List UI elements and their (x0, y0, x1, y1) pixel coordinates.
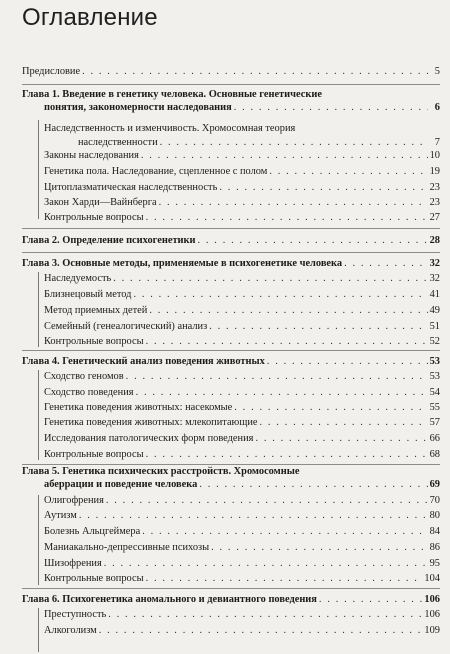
entry-page: 84 (429, 526, 440, 537)
toc-entry-ch1-item-2[interactable] (44, 147, 440, 162)
entry-label: Генетика пола. Наследование, сцепленное с полом (44, 166, 268, 177)
entry-label: Сходство геномов (44, 371, 124, 382)
toc-entry-chapter-1[interactable] (44, 99, 440, 114)
toc-entry-ch1-item-4[interactable] (44, 179, 440, 194)
toc-entry-chapter-6[interactable] (22, 591, 440, 606)
toc-entry-ch6-item-2[interactable] (44, 622, 440, 637)
entry-page: 68 (429, 449, 440, 460)
leader-dots (133, 289, 427, 301)
entry-label: Генетика поведения животных: млекопитающие (44, 417, 258, 428)
leader-dots (255, 433, 427, 445)
toc-entry-ch3-item-2[interactable] (44, 286, 440, 301)
leader-dots (159, 197, 428, 209)
divider (22, 84, 440, 85)
entry-label: Контрольные вопросы (44, 336, 144, 347)
entry-label: Генетика поведения животных: насекомые (44, 402, 233, 413)
toc-entry-chapter-2[interactable] (22, 232, 440, 247)
entry-page: 86 (429, 542, 440, 553)
entry-page: 7 (434, 137, 440, 148)
toc-entry-ch3-item-1[interactable] (44, 270, 440, 285)
toc-entry-ch3-item-4[interactable] (44, 318, 440, 333)
entry-label: Аутизм (44, 510, 77, 521)
toc-entry-ch5-item-6[interactable] (44, 570, 440, 585)
leader-dots (319, 594, 422, 606)
entry-label: Болезнь Альцгеймера (44, 526, 141, 537)
leader-dots (209, 321, 427, 333)
entry-page: 106 (424, 594, 440, 605)
leader-dots (269, 166, 427, 178)
entry-page: 55 (429, 402, 440, 413)
leader-dots (136, 387, 428, 399)
toc-entry-ch5-item-2[interactable] (44, 507, 440, 522)
chapter-5-title-line1: Глава 5. Генетика психических расстройств. Хромосомные (22, 466, 300, 477)
leader-dots (149, 305, 427, 317)
entry-label: Предисловие (22, 66, 81, 77)
entry-label: понятия, закономерности наследования (44, 102, 232, 113)
entry-page: 104 (424, 573, 440, 584)
entry-label: Наследуемость (44, 273, 112, 284)
leader-dots (104, 558, 428, 570)
entry-label: Исследования патологических форм поведения (44, 433, 254, 444)
leader-dots (126, 371, 428, 383)
leader-dots (142, 526, 427, 538)
entry-page: 6 (434, 102, 440, 113)
leader-dots (141, 150, 428, 162)
leader-dots (146, 336, 428, 348)
toc-entry-chapter-4[interactable] (22, 353, 440, 368)
entry-label: Сходство поведения (44, 387, 134, 398)
section-bracket (38, 495, 39, 585)
leader-dots (260, 417, 428, 429)
entry-label: Шизофрения (44, 558, 102, 569)
leader-dots (108, 609, 422, 621)
chapter-1-title-line1: Глава 1. Введение в генетику человека. Основные генетические (22, 89, 322, 100)
section-bracket (38, 608, 39, 652)
toc-entry-ch5-item-5[interactable] (44, 555, 440, 570)
leader-dots (113, 273, 427, 285)
toc-entry-ch1-item-3[interactable] (44, 163, 440, 178)
divider (22, 464, 440, 465)
leader-dots (344, 258, 428, 270)
entry-page: 52 (429, 336, 440, 347)
entry-page: 23 (429, 197, 440, 208)
toc-entry-ch5-item-3[interactable] (44, 523, 440, 538)
entry-label: Контрольные вопросы (44, 449, 144, 460)
entry-page: 23 (429, 182, 440, 193)
toc-entry-ch4-item-4[interactable] (44, 414, 440, 429)
toc-entry-chapter-3[interactable] (22, 255, 440, 270)
toc-entry-ch3-item-5[interactable] (44, 333, 440, 348)
section-bracket (38, 370, 39, 460)
entry-label: Маниакально-депрессивные психозы (44, 542, 210, 553)
entry-page: 5 (434, 66, 440, 77)
entry-page: 80 (429, 510, 440, 521)
toc-entry-chapter-5[interactable] (44, 476, 440, 491)
leader-dots (199, 479, 427, 491)
divider (22, 228, 440, 229)
toc-entry-ch6-item-1[interactable] (44, 606, 440, 621)
toc-entry-ch4-item-1[interactable] (44, 368, 440, 383)
entry-label: аберрации и поведение человека (44, 479, 198, 490)
entry-page: 109 (424, 625, 440, 636)
entry-label: Контрольные вопросы (44, 573, 144, 584)
leader-dots (267, 356, 428, 368)
entry-label: наследственности (78, 137, 158, 148)
leader-dots (234, 102, 428, 114)
entry-page: 70 (429, 495, 440, 506)
leader-dots (198, 235, 428, 247)
leader-dots (219, 182, 427, 194)
leader-dots (82, 66, 428, 78)
leader-dots (234, 402, 427, 414)
entry-label: Глава 6. Психогенетика аномального и девиантного поведения (22, 594, 317, 605)
divider (22, 252, 440, 253)
entry-page: 32 (429, 273, 440, 284)
entry-page: 66 (429, 433, 440, 444)
entry-page: 10 (429, 150, 440, 161)
entry-page: 53 (429, 371, 440, 382)
entry-label: Алкоголизм (44, 625, 97, 636)
entry-page: 28 (429, 235, 440, 246)
entry-page: 53 (429, 356, 440, 367)
leader-dots (211, 542, 428, 554)
section-bracket (38, 120, 39, 219)
entry-label: Семейный (генеалогический) анализ (44, 321, 208, 332)
entry-page: 41 (429, 289, 440, 300)
ch1-item-1-line1: Наследственность и изменчивость. Хромосомная теория (44, 123, 296, 134)
entry-page: 95 (429, 558, 440, 569)
section-bracket (38, 272, 39, 347)
entry-page: 54 (429, 387, 440, 398)
entry-label: Закон Харди—Вайнберга (44, 197, 157, 208)
toc-entry-ch1-item-5[interactable] (44, 194, 440, 209)
divider (22, 588, 440, 589)
toc-entry-ch5-item-4[interactable] (44, 539, 440, 554)
toc-entry-ch4-item-5[interactable] (44, 430, 440, 445)
leader-dots (106, 495, 428, 507)
leader-dots (146, 449, 428, 461)
entry-label: Преступность (44, 609, 107, 620)
leader-dots (146, 573, 423, 585)
entry-label: Контрольные вопросы (44, 212, 144, 223)
toc-entry-ch5-item-1[interactable] (44, 492, 440, 507)
entry-page: 27 (429, 212, 440, 223)
entry-label: Глава 2. Определение психогенетики (22, 235, 196, 246)
toc-entry-ch4-item-3[interactable] (44, 399, 440, 414)
toc-entry-preface[interactable] (22, 63, 440, 78)
entry-label: Цитоплазматическая наследственность (44, 182, 218, 193)
entry-page: 49 (429, 305, 440, 316)
toc-entry-ch1-item-6[interactable] (44, 209, 440, 224)
entry-page: 106 (424, 609, 440, 620)
toc-entry-ch3-item-3[interactable] (44, 302, 440, 317)
entry-label: Метод приемных детей (44, 305, 148, 316)
toc-entry-ch4-item-2[interactable] (44, 384, 440, 399)
leader-dots (146, 212, 428, 224)
toc-entry-ch4-item-6[interactable] (44, 446, 440, 461)
entry-page: 51 (429, 321, 440, 332)
entry-page: 69 (429, 479, 440, 490)
entry-page: 19 (429, 166, 440, 177)
entry-page: 57 (429, 417, 440, 428)
entry-label: Близнецовый метод (44, 289, 132, 300)
entry-label: Законы наследования (44, 150, 139, 161)
entry-label: Глава 4. Генетический анализ поведения животных (22, 356, 265, 367)
entry-label: Олигофрения (44, 495, 104, 506)
entry-label: Глава 3. Основные методы, применяемые в психогенетике человека (22, 258, 343, 269)
page-title: Оглавление (22, 4, 158, 31)
divider (22, 350, 440, 351)
entry-page: 32 (429, 258, 440, 269)
leader-dots (99, 625, 423, 637)
leader-dots (79, 510, 428, 522)
